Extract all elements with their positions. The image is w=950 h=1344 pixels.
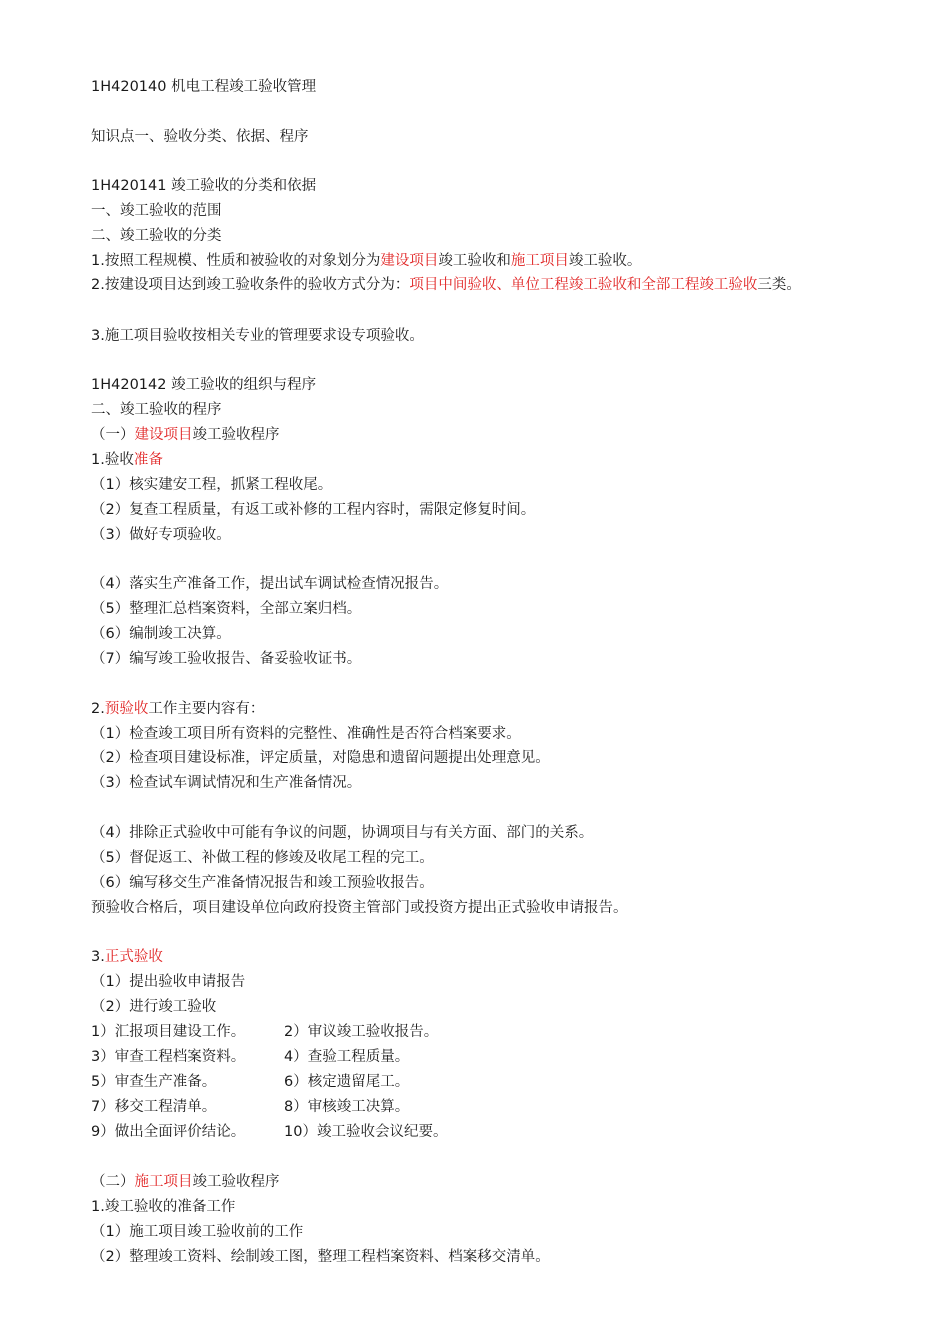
paragraph: 1.竣工验收的准备工作 — [91, 1199, 236, 1215]
list-item: （1）提出验收申请报告 — [91, 974, 246, 990]
highlight-text: 正式验收 — [104, 949, 163, 965]
highlight-text: 建设项目 — [134, 427, 193, 443]
text-run: 2.按建设项目达到竣工验收条件的验收方式分为： — [91, 277, 410, 293]
classification-1 — [91, 251, 641, 271]
paragraph: 一、竣工验收的范围 — [91, 203, 222, 219]
section-141-heading — [91, 176, 316, 196]
list-item: （3）检查试车调试情况和生产准备情况。 — [91, 775, 362, 791]
list-item: （6）编制竣工决算。 — [91, 626, 231, 642]
section-code: 1H420142 — [91, 377, 167, 393]
step-item: 7）移交工程清单。 — [91, 1099, 217, 1115]
step-item: 6）核定遗留尾工。 — [284, 1074, 410, 1090]
list-item: （5）督促返工、补做工程的修竣及收尾工程的完工。 — [91, 850, 434, 866]
list-item: （2）检查项目建设标准，评定质量，对隐患和遗留问题提出处理意见。 — [91, 750, 550, 766]
step-item: 4）查验工程质量。 — [284, 1049, 410, 1065]
list-item: （1）施工项目竣工验收前的工作 — [91, 1224, 304, 1240]
classification-2 — [91, 273, 886, 297]
formal-acceptance-heading — [91, 947, 163, 967]
list-item: （2）复查工程质量，有返工或补修的工程内容时，需限定修复时间。 — [91, 502, 536, 518]
section-code: 1H420140 — [91, 79, 167, 95]
paragraph: 二、竣工验收的程序 — [91, 402, 222, 418]
list-item: （3）做好专项验收。 — [91, 527, 231, 543]
text-run: 1.按照工程规模、性质和被验收的对象划分为 — [91, 253, 381, 269]
text-run: 竣工验收程序 — [192, 1174, 280, 1190]
list-item: （6）编写移交生产准备情况报告和竣工预验收报告。 — [91, 875, 434, 891]
text-run: 竣工验收程序 — [192, 427, 280, 443]
text-run: 竣工验收和 — [438, 253, 511, 269]
paragraph: 二、竣工验收的分类 — [91, 228, 222, 244]
text-run: （一） — [91, 427, 135, 443]
prep-heading — [91, 450, 163, 470]
step-item: 5）审查生产准备。 — [91, 1074, 217, 1090]
section-142-heading — [91, 375, 316, 395]
step-item: 3）审查工程档案资料。 — [91, 1049, 246, 1065]
highlight-text: 准备 — [133, 452, 163, 468]
step-row — [91, 1097, 216, 1117]
list-item: （2）进行竣工验收 — [91, 999, 217, 1015]
highlight-text: 施工项目 — [134, 1174, 193, 1190]
step-row — [91, 1122, 245, 1142]
step-row — [91, 1072, 216, 1092]
step-item: 2）审议竣工验收报告。 — [284, 1024, 439, 1040]
list-item: （4）落实生产准备工作，提出试车调试检查情况报告。 — [91, 576, 449, 592]
section-title: 竣工验收的分类和依据 — [171, 178, 317, 194]
step-row — [91, 1047, 245, 1067]
text-run: 三类。 — [757, 277, 801, 293]
step-item: 8）审核竣工决算。 — [284, 1099, 410, 1115]
step-item: 1）汇报项目建设工作。 — [91, 1024, 246, 1040]
procedure-2-heading — [91, 1172, 280, 1192]
procedure-1-heading — [91, 425, 280, 445]
step-item: 10）竣工验收会议纪要。 — [284, 1124, 448, 1140]
paragraph: 预验收合格后，项目建设单位向政府投资主管部门或投资方提出正式验收申请报告。 — [91, 900, 628, 916]
section-code: 1H420141 — [91, 178, 167, 194]
section-title: 竣工验收的组织与程序 — [171, 377, 317, 393]
classification-3: 3.施工项目验收按相关专业的管理要求设专项验收。 — [91, 328, 424, 344]
text-run: 工作主要内容有： — [148, 701, 265, 717]
step-item: 9）做出全面评价结论。 — [91, 1124, 246, 1140]
text-run: 竣工验收。 — [568, 253, 642, 269]
list-item: （1）核实建安工程，抓紧工程收尾。 — [91, 477, 333, 493]
knowledge-point-heading: 知识点一、验收分类、依据、程序 — [91, 129, 309, 145]
text-run: 1.验收 — [91, 452, 134, 468]
section-title: 机电工程竣工验收管理 — [171, 79, 317, 95]
doc-title — [91, 77, 316, 97]
highlight-text: 预验收 — [104, 701, 149, 717]
step-row — [91, 1022, 245, 1042]
highlight-text: 施工项目 — [510, 253, 569, 269]
list-item: （1）检查竣工项目所有资料的完整性、准确性是否符合档案要求。 — [91, 726, 521, 742]
list-item: （5）整理汇总档案资料，全部立案归档。 — [91, 601, 362, 617]
list-item: （4）排除正式验收中可能有争议的问题，协调项目与有关方面、部门的关系。 — [91, 825, 594, 841]
highlight-text: 建设项目 — [380, 253, 439, 269]
text-run: （二） — [91, 1174, 135, 1190]
list-item: （7）编写竣工验收报告、备妥验收证书。 — [91, 651, 362, 667]
text-run: 3. — [91, 949, 105, 965]
list-item: （2）整理竣工资料、绘制竣工图，整理工程档案资料、档案移交清单。 — [91, 1249, 550, 1265]
highlight-text: 项目中间验收、单位工程竣工验收和全部工程竣工验收 — [409, 277, 758, 293]
pre-acceptance-heading — [91, 699, 264, 719]
text-run: 2. — [91, 701, 105, 717]
